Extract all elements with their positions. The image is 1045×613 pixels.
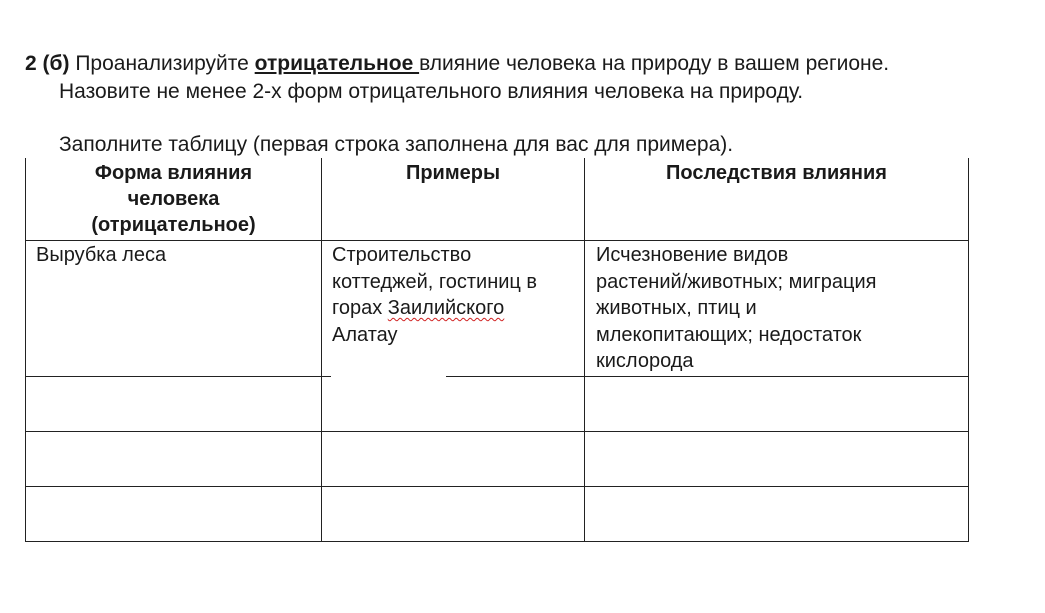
example-examples-cell [332,242,582,348]
header-form-line2: человека [127,188,220,210]
spellcheck-word: Заилийского [387,297,505,319]
answer-cell-r3-c2[interactable] [322,432,584,486]
examples-line4: Алатау [332,323,398,346]
examples-line3-pre: горах [332,297,388,319]
examples-line3 [332,295,582,322]
example-consequences-cell [596,242,966,375]
answer-cell-r4-c1[interactable] [26,487,321,541]
answer-cell-r3-c1[interactable] [26,432,321,486]
example-form-cell: Вырубка леса [36,244,167,266]
consequences-line5: кислорода [596,350,694,372]
table-header-bottom [25,240,969,241]
examples-line2: коттеджей, гостиниц в [332,270,538,293]
consequences-line1: Исчезновение видов [596,244,789,266]
consequences-line2: растений/животных; миграция [596,270,877,293]
header-form-line3: (отрицательное) [91,214,256,236]
answer-cell-r2-c2[interactable] [322,377,584,431]
answer-cell-r2-c1[interactable] [26,377,321,431]
consequences-line3: животных, птиц и [596,297,757,319]
answer-cell-r3-c3[interactable] [585,432,968,486]
table-border-right [968,158,969,542]
header-form [26,160,321,238]
answer-cell-r4-c2[interactable] [322,487,584,541]
table-border-bottom [25,541,969,542]
answer-cell-r4-c3[interactable] [585,487,968,541]
task-line1-pre: Проанализируйте [75,52,249,75]
examples-line1: Строительство [332,244,472,266]
task-line-2: Назовите не менее 2-х форм отрицательного влияния человека на природу. [59,80,804,103]
header-examples: Примеры [405,162,501,184]
answer-cell-r2-c3[interactable] [585,377,968,431]
task-line1-post: влияние человека на природу в вашем регионе. [419,52,890,75]
consequences-line4: млекопитающих; недостаток [596,323,862,346]
header-consequences: Последствия влияния [666,162,887,184]
task-instruction: Заполните таблицу (первая строка заполнена для вас для примера). [59,133,734,156]
task-line-1 [25,50,889,78]
task-keyword: отрицательное [254,52,420,75]
header-form-line1: Форма влияния [94,162,253,184]
task-number: 2 (б) [25,52,70,75]
